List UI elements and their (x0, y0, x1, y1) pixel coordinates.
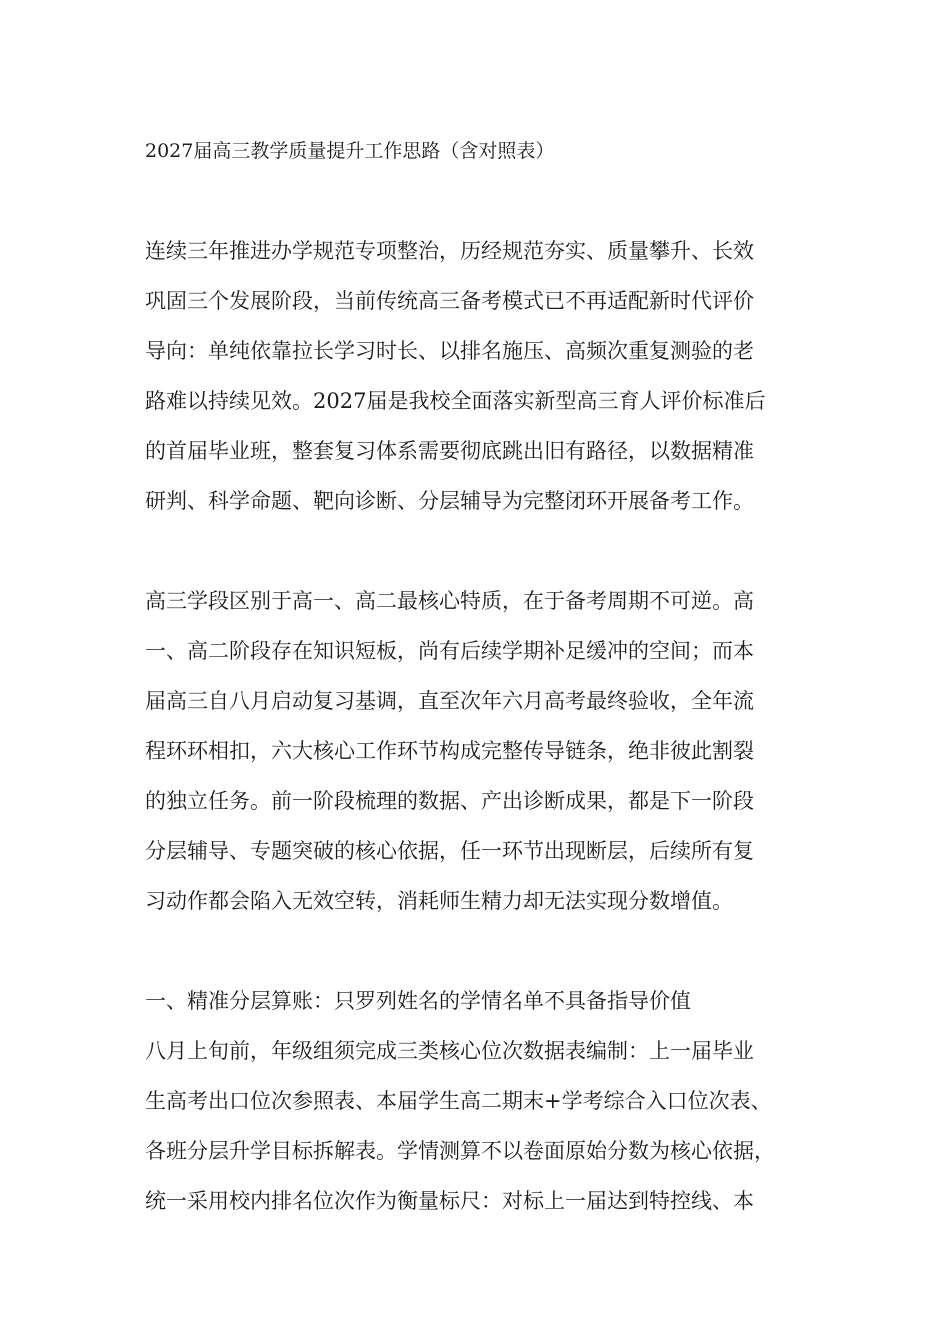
paragraph-line: 的独立任务。前一阶段梳理的数据、产出诊断成果，都是下一阶段 (145, 789, 754, 813)
paragraph-line: 习动作都会陷入无效空转，消耗师生精力却无法实现分数增值。 (145, 889, 733, 913)
paragraph-line: 统一采用校内排名位次作为衡量标尺：对标上一届达到特控线、本 (145, 1189, 754, 1213)
paragraph-line: 路难以持续见效。2027届是我校全面落实新型高三育人评价标准后 (145, 389, 766, 413)
paragraph-line: 高三学段区别于高一、高二最核心特质，在于备考周期不可逆。高 (145, 589, 754, 613)
paragraph-line: 连续三年推进办学规范专项整治，历经规范夯实、质量攀升、长效 (145, 239, 754, 263)
paragraph-line: 分层辅导、专题突破的核心依据，任一环节出现断层，后续所有复 (145, 839, 754, 863)
paragraph-line: 导向：单纯依靠拉长学习时长、以排名施压、高频次重复测验的老 (145, 339, 754, 363)
paragraph-line: 八月上旬前，年级组须完成三类核心位次数据表编制：上一届毕业 (145, 1039, 754, 1063)
paragraph-section-one (145, 1026, 825, 1226)
paragraph-line: 巩固三个发展阶段，当前传统高三备考模式已不再适配新时代评价 (145, 289, 754, 313)
paragraph-line: 的首届毕业班，整套复习体系需要彻底跳出旧有路径，以数据精准 (145, 439, 754, 463)
paragraph-line: 程环环相扣，六大核心工作环节构成完整传导链条，绝非彼此割裂 (145, 739, 754, 763)
paragraph-line: 各班分层升学目标拆解表。学情测算不以卷面原始分数为核心依据， (145, 1139, 775, 1163)
paragraph-line: 一、高二阶段存在知识短板，尚有后续学期补足缓冲的空间；而本 (145, 639, 754, 663)
section-heading (145, 976, 825, 1026)
paragraph-line: 届高三自八月启动复习基调，直至次年六月高考最终验收，全年流 (145, 689, 754, 713)
document-title: 2027届高三教学质量提升工作思路（含对照表） (145, 140, 555, 162)
paragraph-line: 研判、科学命题、靶向诊断、分层辅导为完整闭环开展备考工作。 (145, 489, 754, 513)
paragraph-line: 生高考出口位次参照表、本届学生高二期末+学考综合入口位次表、 (145, 1089, 772, 1113)
section-heading-text: 一、精准分层算账：只罗列姓名的学情名单不具备指导价值 (145, 989, 691, 1013)
paragraph-intro (145, 226, 825, 526)
paragraph-cycle (145, 576, 825, 926)
